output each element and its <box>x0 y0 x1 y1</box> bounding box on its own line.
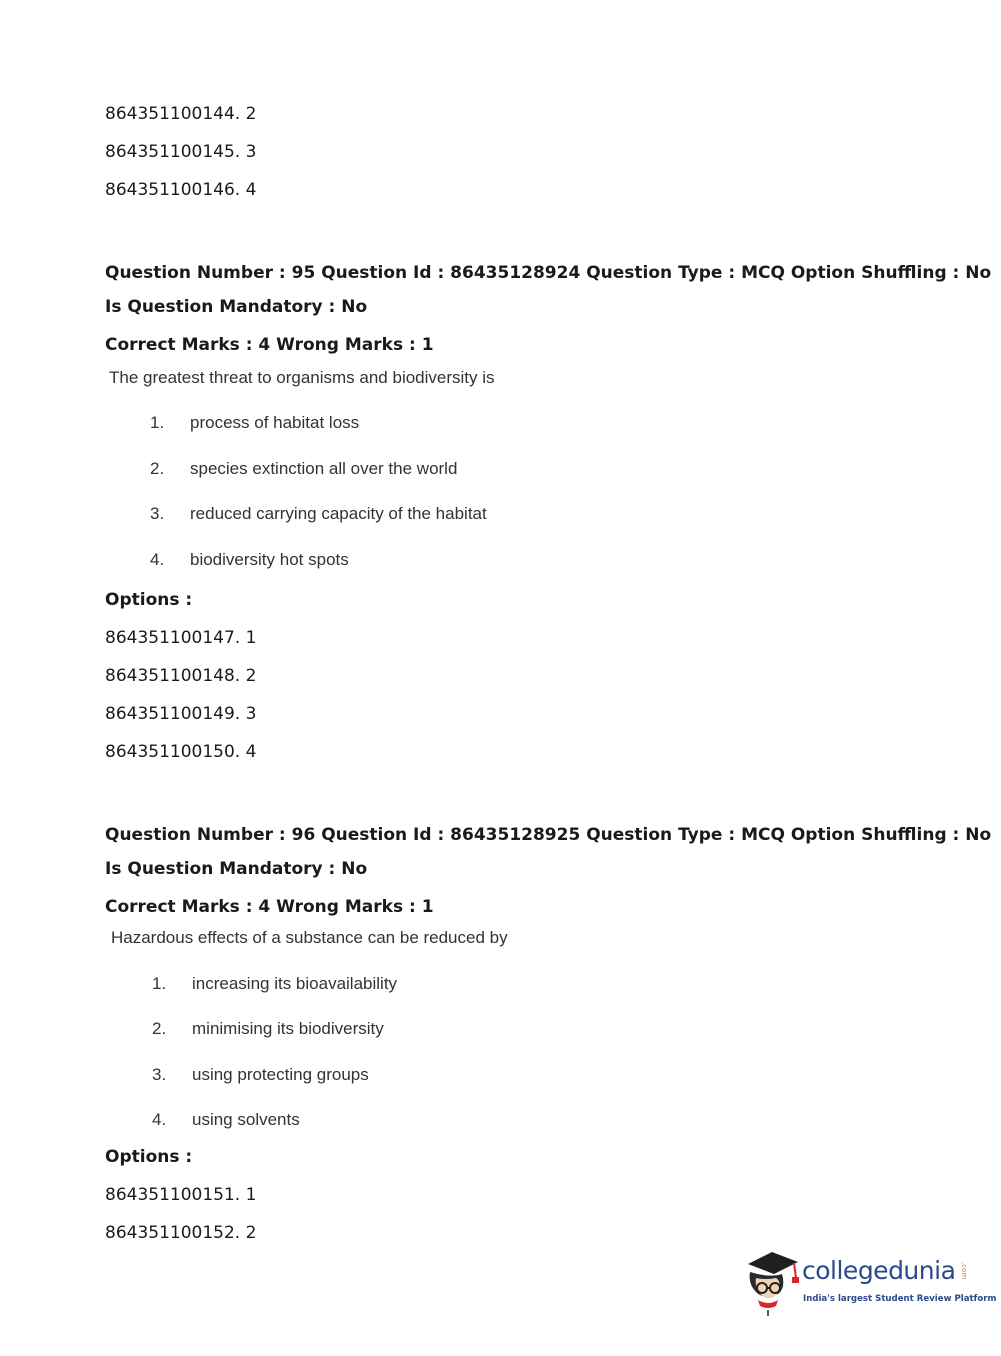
prev-option-1: 864351100144. 2 <box>105 104 257 124</box>
q95-choice-4: 4. biodiversity hot spots <box>150 550 349 569</box>
q96-option-1: 864351100151. 1 <box>105 1185 257 1205</box>
q96-choice-1: 1. increasing its bioavailability <box>152 974 398 993</box>
q96-choice-4: 4. using solvents <box>152 1110 300 1129</box>
q95-marks: Correct Marks : 4 Wrong Marks : 1 <box>105 335 434 355</box>
q95-choice-3: 3. reduced carrying capacity of the habitat <box>150 504 487 523</box>
q95-option-1: 864351100147. 1 <box>105 628 257 648</box>
q96-options-label: Options : <box>105 1147 193 1167</box>
mascot-icon <box>742 1248 800 1318</box>
logo-tagline: India's largest Student Review Platform <box>803 1294 997 1304</box>
q95-option-3: 864351100149. 3 <box>105 704 257 724</box>
q95-option-2: 864351100148. 2 <box>105 666 257 686</box>
q95-option-4: 864351100150. 4 <box>105 742 257 762</box>
q95-header: Question Number : 95 Question Id : 86435128924 Question Type : MCQ Option Shuffling : No <box>105 263 992 283</box>
q96-stem: Hazardous effects of a substance can be reduced by <box>111 928 508 947</box>
q95-choice-1: 1. process of habitat loss <box>150 413 360 432</box>
q96-choice-3: 3. using protecting groups <box>152 1065 369 1084</box>
logo-wordmark: collegedunia <box>802 1256 956 1285</box>
q96-choice-2: 2. minimising its biodiversity <box>152 1019 384 1038</box>
q95-mandatory: Is Question Mandatory : No <box>105 297 368 317</box>
q96-header: Question Number : 96 Question Id : 86435128925 Question Type : MCQ Option Shuffling : No <box>105 825 992 845</box>
q96-mandatory: Is Question Mandatory : No <box>105 859 368 879</box>
q96-marks: Correct Marks : 4 Wrong Marks : 1 <box>105 897 434 917</box>
q96-option-2: 864351100152. 2 <box>105 1223 257 1243</box>
collegedunia-logo <box>742 1248 997 1318</box>
prev-option-3: 864351100146. 4 <box>105 180 257 200</box>
logo-com: .com <box>960 1262 968 1280</box>
q95-options-label: Options : <box>105 590 193 610</box>
q95-stem: The greatest threat to organisms and biodiversity is <box>109 368 495 387</box>
q95-choice-2: 2. species extinction all over the world <box>150 459 458 478</box>
prev-option-2: 864351100145. 3 <box>105 142 257 162</box>
